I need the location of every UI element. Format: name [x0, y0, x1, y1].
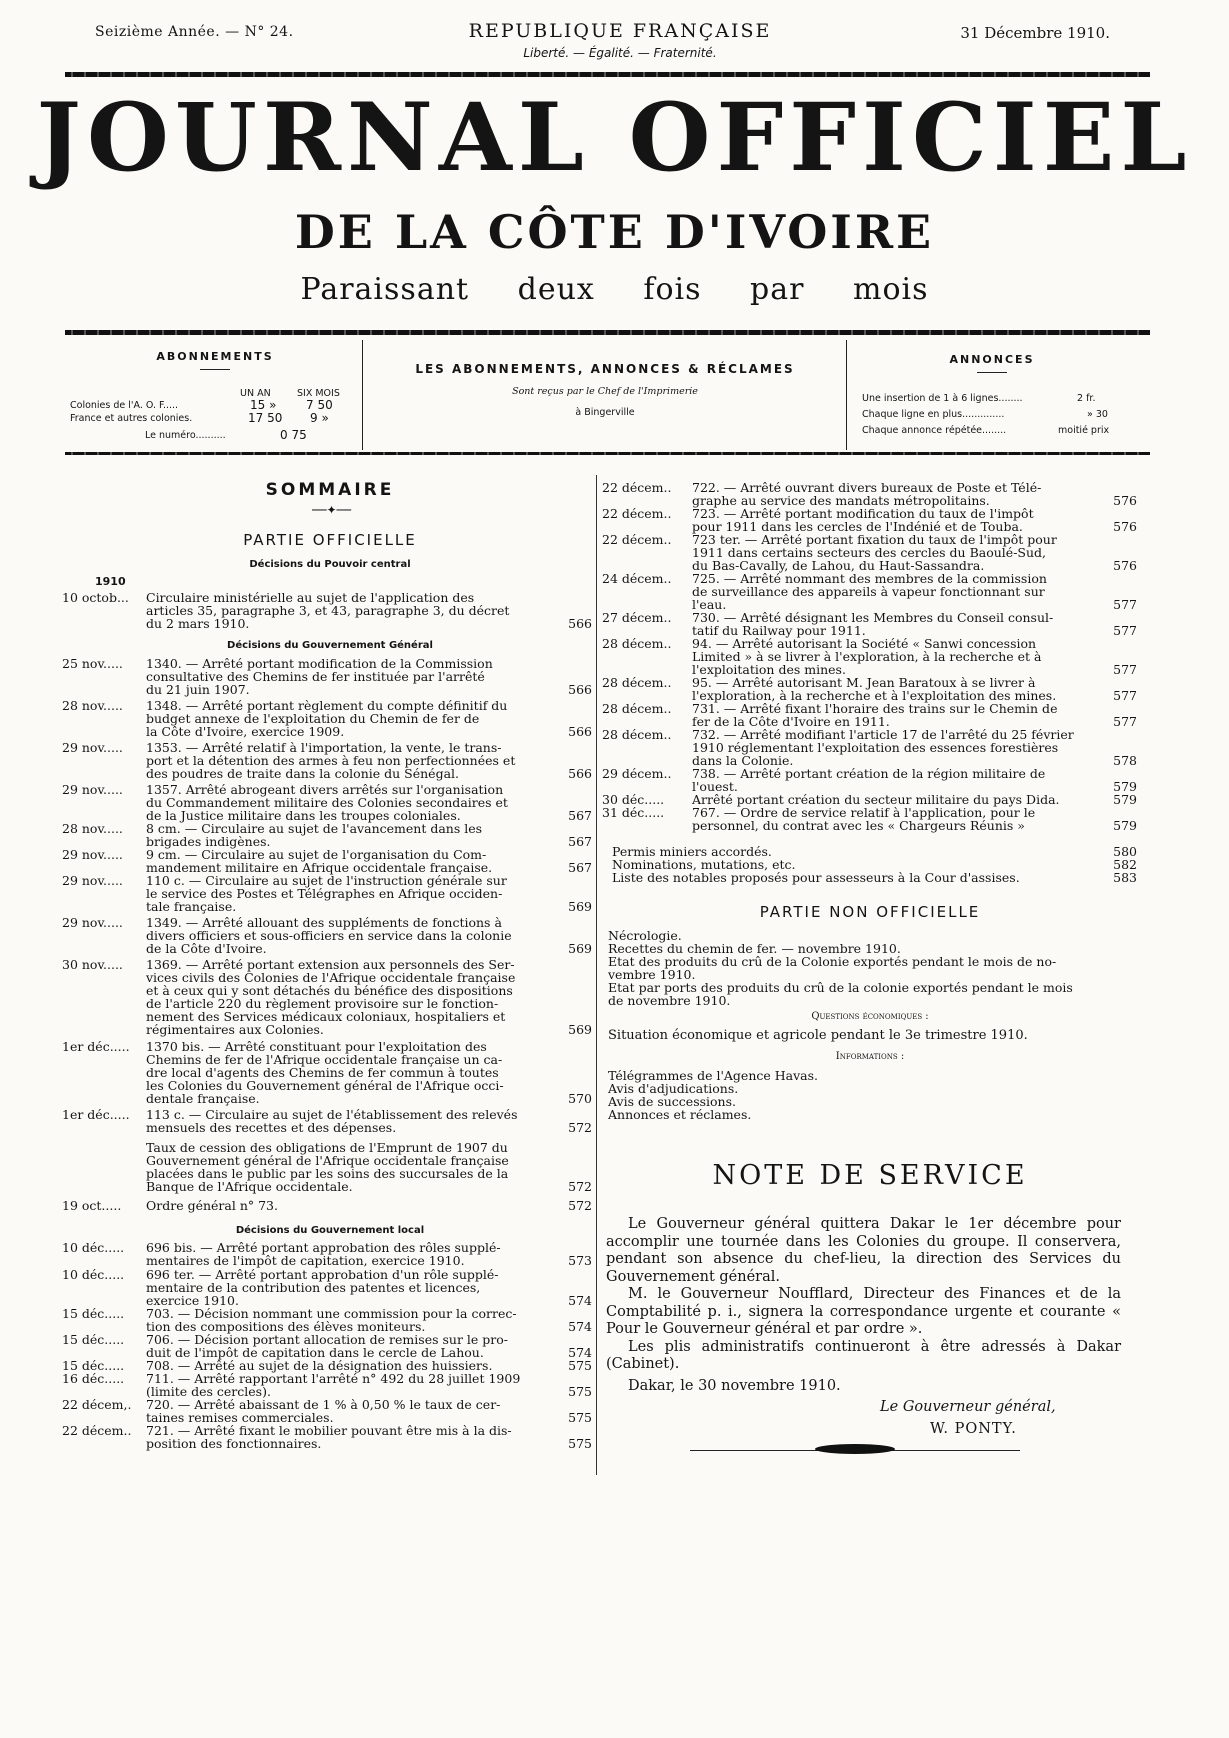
entry-text: Arrêté portant création du secteur militaire du pays Dida.: [692, 792, 1060, 807]
entry-text: 110 c. — Circulaire au sujet de l'instruction générale sur le service des Postes et Télégraphes en Afrique occiden- tale française.: [146, 873, 507, 914]
entry-page: 574: [568, 1293, 592, 1308]
entry-page: 569: [568, 941, 592, 956]
entry-date: 28 nov.....: [62, 698, 123, 713]
entry-page: 569: [568, 899, 592, 914]
entry-text: 696 bis. — Arrêté portant approbation des rôles supplé- mentaires de l'impôt de capitation, exercice 1910.: [146, 1240, 501, 1268]
info-heading: Informations :: [835, 1051, 905, 1062]
summary-entry: [62, 1268, 592, 1307]
entry-text: Liste des notables proposés pour assesseurs à la Cour d'assises.: [612, 870, 1020, 885]
entry-page: 566: [568, 766, 592, 781]
entry-page: 567: [568, 860, 592, 875]
summary-entry: [602, 533, 1137, 572]
entry-text: Permis miniers accordés.: [612, 844, 772, 859]
entry-page: 566: [568, 682, 592, 697]
summary-entry: [62, 1424, 592, 1450]
center-line1: Sont reçus par le Chef de l'Imprimerie: [512, 386, 698, 397]
ann-row2-price: » 30: [1087, 409, 1108, 420]
local-heading: Décisions du Gouvernement local: [235, 1225, 425, 1236]
note-paragraph-1: Le Gouverneur général quittera Dakar le 1er décembre pour accomplir une tournée dans les Colonies du groupe. Il conservera, pendant son absence du chef-lieu, la direction des Services du Gouvernement général.: [606, 1216, 1121, 1285]
entry-date: 29 nov.....: [62, 740, 123, 755]
note-signer-title: Le Gouverneur général,: [880, 1399, 1056, 1415]
entry-date: 1er déc.....: [62, 1039, 130, 1054]
entry-text: 720. — Arrêté abaissant de 1 % à 0,50 % le taux de cer- taines remises commerciales.: [146, 1397, 501, 1425]
summary-entry: [62, 822, 592, 848]
top-rule: [65, 72, 1150, 77]
summary-entry: [62, 1199, 592, 1212]
note-paragraph-2: M. le Gouverneur Noufflard, Directeur des Finances et de la Comptabilité p. i., signera la correspondance urgente et courante « Pour le Gouverneur général et par ordre ».: [606, 1286, 1121, 1337]
entry-text: 1353. — Arrêté relatif à l'importation, la vente, le trans- port et la détention des armes à feu non perfectionnées et des poudres de traite dans la colonie du Sénégal.: [146, 740, 516, 781]
entry-date: 16 déc.....: [62, 1371, 125, 1386]
entry-page: 572: [568, 1120, 592, 1135]
mid-rule: [65, 330, 1150, 335]
summary-entry: [62, 874, 592, 913]
entry-page: 570: [568, 1091, 592, 1106]
closing-ornament: [815, 1444, 895, 1454]
entry-text: 1370 bis. — Arrêté constituant pour l'exploitation des Chemins de fer de l'Afrique occidentale française un ca- dre local d'agents des Chemins de fer commun à toutes les Colonies du Gouvernement général de l'Afrique occi- dentale française.: [146, 1039, 504, 1106]
entry-text: 706. — Décision portant allocation de remises sur le pro- duit de l'impôt de capitation dans le cercle de Lahou.: [146, 1332, 508, 1360]
entry-date: 24 décem..: [602, 571, 672, 586]
entry-date: 29 nov.....: [62, 915, 123, 930]
entry-text: Circulaire ministérielle au sujet de l'application des articles 35, paragraphe 3, et 43, paragraphe 3, du décret du 2 mars 1910.: [146, 590, 510, 631]
entry-date: 22 décem..: [62, 1423, 132, 1438]
entry-page: 577: [1113, 623, 1137, 638]
entry-text: 95. — Arrêté autorisant M. Jean Baratoux à se livrer à l'exploration, à la recherche et à l'exploitation des mines.: [692, 675, 1057, 703]
lower-rule: [65, 452, 1150, 455]
central-heading: Décisions du Pouvoir central: [249, 559, 411, 570]
entry-date: 29 nov.....: [62, 782, 123, 797]
entry-page: 573: [568, 1253, 592, 1268]
entry-text: Taux de cession des obligations de l'Emprunt de 1907 du Gouvernement général de l'Afrique occidentale française placées dans le public par les soins des succursales de la Banque de l'Afrique occidentale.: [146, 1140, 509, 1194]
entry-page: 567: [568, 834, 592, 849]
entry-page: 577: [1113, 597, 1137, 612]
center-line2: à Bingerville: [575, 407, 635, 418]
entry-date: 10 déc.....: [62, 1240, 125, 1255]
summary-entry: [62, 699, 592, 738]
entry-date: 27 décem..: [602, 610, 672, 625]
ornament: ──✦──: [312, 503, 351, 517]
ann-row2-label: Chaque ligne en plus..............: [862, 409, 1005, 420]
republic-heading: REPUBLIQUE FRANÇAISE: [468, 20, 772, 42]
ann-row3-label: Chaque annonce répétée........: [862, 425, 1007, 436]
entry-text: 1357. Arrêté abrogeant divers arrêtés sur l'organisation du Commandement militaire des Colonies secondaires et de la Justice militaire dans les troupes coloniales.: [146, 782, 508, 823]
row1-six: 7 50: [306, 398, 333, 412]
entry-page: 579: [1113, 792, 1137, 807]
entry-page: 583: [1113, 870, 1137, 885]
summary-entry: [62, 916, 592, 955]
entry-page: 567: [568, 808, 592, 823]
entry-page: 575: [568, 1410, 592, 1425]
eco-item: Situation économique et agricole pendant le 3e trimestre 1910.: [608, 1028, 1028, 1043]
entry-date: 22 décem..: [602, 532, 672, 547]
eco-heading: Questions économiques :: [811, 1011, 929, 1022]
entry-text: 113 c. — Circulaire au sujet de l'établissement des relevés mensuels des recettes et des dépenses.: [146, 1107, 518, 1135]
entry-date: 30 nov.....: [62, 957, 123, 972]
ann-row3-price: moitié prix: [1058, 425, 1110, 436]
entry-text: 721. — Arrêté fixant le mobilier pouvant être mis à la dis- position des fonctionnaires.: [146, 1423, 512, 1451]
entry-page: 576: [1113, 519, 1137, 534]
row1-label: Colonies de l'A. O. F.....: [70, 400, 179, 411]
entry-date: 15 déc.....: [62, 1332, 125, 1347]
products-state: Etat des produits du crû de la Colonie exportés pendant le mois de no- vembre 1910.: [608, 954, 1057, 982]
entry-page: 580: [1113, 844, 1137, 859]
entry-text: 767. — Ordre de service relatif à l'application, pour le personnel, du contrat avec les « Chargeurs Réunis »: [692, 805, 1036, 833]
info-item-1: Télégrammes de l'Agence Havas.: [608, 1068, 818, 1083]
summary-entry: [602, 507, 1137, 533]
entry-date: 15 déc.....: [62, 1358, 125, 1373]
summary-entry: [602, 572, 1137, 611]
entry-page: 575: [568, 1436, 592, 1451]
subscriptions-box: [70, 350, 360, 442]
entry-date: 28 décem..: [602, 636, 672, 651]
entry-page: 582: [1113, 857, 1137, 872]
row2-six: 9 »: [310, 411, 329, 425]
entry-page: 574: [568, 1345, 592, 1360]
entry-date: 29 nov.....: [62, 847, 123, 862]
entry-date: 31 déc.....: [602, 805, 665, 820]
entry-date: 30 déc.....: [602, 792, 665, 807]
entry-text: Ordre général n° 73.: [146, 1198, 278, 1213]
products-ports: Etat par ports des produits du crû de la colonie exportés pendant le mois de novembre 1910.: [608, 980, 1073, 1008]
info-item-3: Avis de successions.: [608, 1094, 736, 1109]
entry-text: 731. — Arrêté fixant l'horaire des trains sur le Chemin de fer de la Côte d'Ivoire en 1911.: [692, 701, 1058, 729]
entry-text: 711. — Arrêté rapportant l'arrêté n° 492 du 28 juillet 1909 (limite des cercles).: [146, 1371, 521, 1399]
summary-entry: [62, 1241, 592, 1267]
number-price: 0 75: [280, 428, 307, 442]
summary-entry: [62, 848, 592, 874]
entry-page: 566: [568, 616, 592, 631]
entry-text: 1340. — Arrêté portant modification de la Commission consultative des Chemins de fer instituée par l'arrêté du 21 juin 1907.: [146, 656, 493, 697]
entry-page: 577: [1113, 662, 1137, 677]
misc-entry: [612, 871, 1137, 884]
entry-text: 723 ter. — Arrêté portant fixation du taux de l'impôt pour 1911 dans certains secteurs des cercles du Baoulé-Sud, du Bas-Cavally, de Lahou, du Haut-Sassandra.: [692, 532, 1057, 573]
entry-date: 10 octob...: [62, 590, 129, 605]
column-divider: [596, 475, 597, 1475]
center-heading: LES ABONNEMENTS, ANNONCES & RÉCLAMES: [415, 362, 795, 376]
entry-page: 579: [1113, 818, 1137, 833]
entry-date: 19 oct.....: [62, 1198, 122, 1213]
summary-entry: [602, 676, 1137, 702]
entry-page: 566: [568, 724, 592, 739]
entry-date: 22 décem..: [602, 506, 672, 521]
row1-year: 15 »: [250, 398, 277, 412]
entry-page: 576: [1113, 558, 1137, 573]
entry-page: 575: [568, 1384, 592, 1399]
note-paragraph-3: Les plis administratifs continueront à être adressés à Dakar (Cabinet).: [606, 1338, 1121, 1372]
summary-entry: [62, 657, 592, 696]
entry-page: 577: [1113, 688, 1137, 703]
entry-text: 725. — Arrêté nommant des membres de la commission de surveillance des appareils à vapeur fonctionnant sur l'eau.: [692, 571, 1047, 612]
entry-page: 579: [1113, 779, 1137, 794]
summary-entry: [62, 1372, 592, 1398]
summary-heading: SOMMAIRE: [265, 480, 395, 500]
entry-date: 1er déc.....: [62, 1107, 130, 1122]
entry-date: 15 déc.....: [62, 1306, 125, 1321]
publication-frequency: Paraissant deux fois par mois: [300, 272, 929, 307]
info-item-2: Avis d'adjudications.: [608, 1081, 739, 1096]
announcements-heading: ANNONCES: [949, 353, 1035, 366]
entry-date: 28 décem..: [602, 727, 672, 742]
necrology: Nécrologie.: [608, 928, 682, 943]
official-heading: PARTIE OFFICIELLE: [243, 531, 417, 549]
entry-date: 22 décem,.: [62, 1397, 132, 1412]
summary-entry: [62, 1040, 592, 1105]
summary-entry: [62, 1333, 592, 1359]
unofficial-heading: PARTIE NON OFFICIELLE: [759, 903, 981, 921]
summary-entry: [62, 591, 592, 630]
railway-receipts: Recettes du chemin de fer. — novembre 1910.: [608, 941, 901, 956]
summary-entry: [602, 767, 1137, 793]
entry-text: 723. — Arrêté portant modification du taux de l'impôt pour 1911 dans les cercles de l'Indénié et de Touba.: [692, 506, 1034, 534]
entry-text: 730. — Arrêté désignant les Membres du Conseil consul- tatif du Railway pour 1911.: [692, 610, 1054, 638]
ann-row1-price: 2 fr.: [1077, 393, 1096, 404]
note-place-date: Dakar, le 30 novembre 1910.: [628, 1378, 841, 1394]
entry-date: 29 décem..: [602, 766, 672, 781]
center-box: [370, 362, 840, 418]
note-title: NOTE DE SERVICE: [712, 1160, 1028, 1191]
entry-date: 29 nov.....: [62, 873, 123, 888]
entry-date: 28 décem..: [602, 675, 672, 690]
entry-text: 1349. — Arrêté allouant des suppléments de fonctions à divers officiers et sous-officiers en service dans la colonie de la Côte d'Ivoire.: [146, 915, 512, 956]
summary-entry: [62, 1141, 592, 1193]
summary-entry: [602, 611, 1137, 637]
journal-subtitle: DE LA CÔTE D'IVOIRE: [294, 205, 935, 259]
journal-title: JOURNAL OFFICIEL: [36, 83, 1193, 193]
entry-text: 1348. — Arrêté portant règlement du compte définitif du budget annexe de l'exploitation du Chemin de fer de la Côte d'Ivoire, exercice 1909.: [146, 698, 508, 739]
entry-text: 738. — Arrêté portant création de la région militaire de l'ouest.: [692, 766, 1046, 794]
summary-entry: [62, 783, 592, 822]
subscriptions-heading: ABONNEMENTS: [156, 350, 274, 363]
summary-entry: [62, 1398, 592, 1424]
entry-page: 572: [568, 1198, 592, 1213]
summary-entry: [62, 1108, 592, 1134]
note-signer: W. PONTY.: [930, 1421, 1017, 1437]
entry-text: 696 ter. — Arrêté portant approbation d'un rôle supplé- mentaire de la contribution des patentes et licences, exercice 1910.: [146, 1267, 499, 1308]
summary-entry: [602, 637, 1137, 676]
year-label: 1910: [95, 575, 126, 588]
ann-row1-label: Une insertion de 1 à 6 lignes........: [862, 393, 1023, 404]
entry-text: 722. — Arrêté ouvrant divers bureaux de Poste et Télé- graphe au service des mandats métropolitains.: [692, 480, 1042, 508]
entry-text: 732. — Arrêté modifiant l'article 17 de l'arrêté du 25 février 1910 réglementant l'exploitation des essences forestières dans la Colonie.: [692, 727, 1074, 768]
entry-date: 28 nov.....: [62, 821, 123, 836]
entry-text: 8 cm. — Circulaire au sujet de l'avancement dans les brigades indigènes.: [146, 821, 483, 849]
summary-entry: [602, 728, 1137, 767]
entry-page: 574: [568, 1319, 592, 1334]
col-year: UN AN: [240, 388, 271, 399]
entry-text: 703. — Décision nommant une commission pour la correc- tion des compositions des élèves moniteurs.: [146, 1306, 517, 1334]
entry-text: Nominations, mutations, etc.: [612, 857, 796, 872]
entry-text: 94. — Arrêté autorisant la Société « Sanwi concession Limited » à se livrer à l'exploration, à la recherche et à l'exploitation des mines.: [692, 636, 1042, 677]
number-label: Le numéro..........: [145, 430, 226, 441]
summary-entry: [62, 741, 592, 780]
issue-number: Seizième Année. — N° 24.: [95, 24, 294, 40]
entry-page: 575: [568, 1358, 592, 1373]
entry-text: 1369. — Arrêté portant extension aux personnels des Ser- vices civils des Colonies de l'Afrique occidentale française et à ceux qui y sont détachés du bénéfice des dispositions de l'article 220 du règlement provisoire sur le fonction- nement des Services médicaux coloniaux, hospitaliers et régimentaires aux Colonies.: [146, 957, 516, 1037]
summary-entry: [62, 1307, 592, 1333]
entry-date: 22 décem..: [602, 480, 672, 495]
entry-page: 576: [1113, 493, 1137, 508]
entry-date: 10 déc.....: [62, 1267, 125, 1282]
summary-entry: [602, 481, 1137, 507]
col-six: SIX MOIS: [297, 388, 340, 399]
entry-text: 9 cm. — Circulaire au sujet de l'organisation du Com- mandement militaire en Afrique occidentale française.: [146, 847, 493, 875]
issue-date: 31 Décembre 1910.: [960, 24, 1110, 42]
box-divider-left: [362, 340, 363, 450]
entry-page: 578: [1113, 753, 1137, 768]
summary-entry: [602, 702, 1137, 728]
general-heading: Décisions du Gouvernement Général: [227, 640, 433, 651]
note-body: [606, 1216, 1121, 1374]
summary-entry: [62, 958, 592, 1036]
entry-date: 25 nov.....: [62, 656, 123, 671]
entry-page: 577: [1113, 714, 1137, 729]
box-divider-right: [846, 340, 847, 450]
entry-page: 572: [568, 1179, 592, 1194]
entry-date: 28 décem..: [602, 701, 672, 716]
entry-text: 708. — Arrêté au sujet de la désignation des huissiers.: [146, 1358, 493, 1373]
entry-page: 569: [568, 1022, 592, 1037]
announcements-box: [862, 353, 1122, 436]
motto: Liberté. — Égalité. — Fraternité.: [523, 46, 717, 60]
info-item-4: Annonces et réclames.: [608, 1107, 752, 1122]
summary-entry: [602, 806, 1137, 832]
row2-year: 17 50: [248, 411, 283, 425]
row2-label: France et autres colonies.: [70, 413, 193, 424]
